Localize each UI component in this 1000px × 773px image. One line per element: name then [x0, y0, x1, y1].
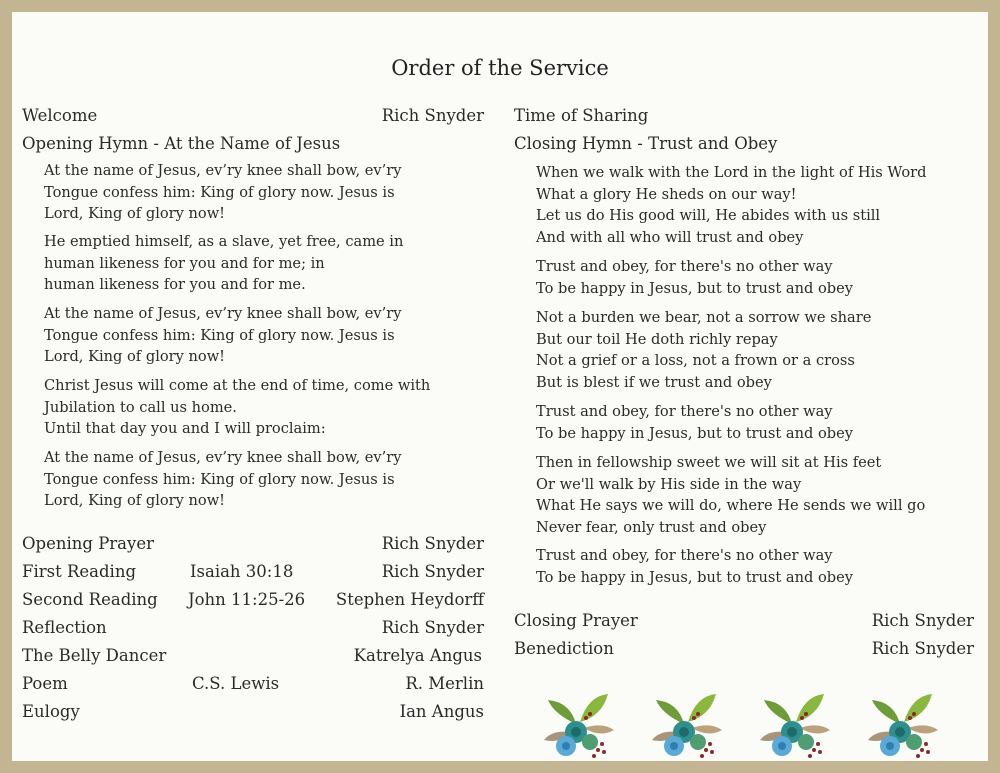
- program-person: Rich Snyder: [381, 534, 484, 553]
- opening-hymn-verse: [44, 231, 403, 296]
- program-label: The Belly Dancer: [22, 646, 167, 665]
- opening-hymn-verse: [44, 303, 402, 368]
- program-person: Rich Snyder: [381, 618, 484, 637]
- program-label: Opening Prayer: [22, 534, 154, 553]
- verse-line: At the name of Jesus, ev’ry knee shall bow, ev’ry: [44, 162, 402, 179]
- verse-line: At the name of Jesus, ev’ry knee shall bow, ev’ry: [44, 305, 402, 322]
- opening-hymn-title: Opening Hymn - At the Name of Jesus: [22, 134, 341, 153]
- page-title: Order of the Service: [391, 56, 609, 80]
- closing-hymn-verse: [536, 307, 871, 393]
- verse-line: What a glory He sheds on our way!: [536, 185, 797, 203]
- verse-line: At the name of Jesus, ev’ry knee shall bow, ev’ry: [44, 449, 402, 466]
- verse-line: Then in fellowship sweet we will sit at His feet: [536, 454, 882, 471]
- verse-line: human likeness for you and for me.: [44, 276, 306, 293]
- verse-line: Trust and obey, for there's no other way: [536, 403, 833, 420]
- verse-line: Tongue confess him: King of glory now. Jesus is: [44, 326, 395, 344]
- program-reference: C.S. Lewis: [192, 674, 280, 693]
- program-label: Time of Sharing: [514, 106, 649, 125]
- verse-line: To be happy in Jesus, but to trust and obey: [536, 424, 854, 442]
- closing-hymn-refrain: [536, 401, 853, 444]
- opening-hymn-verse: [44, 375, 430, 440]
- program-label: Second Reading: [22, 590, 158, 609]
- verse-line: But is blest if we trust and obey: [536, 373, 772, 391]
- program-person: R. Merlin: [405, 674, 484, 693]
- verse-line: Lord, King of glory now!: [44, 348, 226, 365]
- program-label: First Reading: [22, 562, 137, 581]
- verse-line: Or we'll walk by His side in the way: [536, 475, 802, 493]
- verse-line: To be happy in Jesus, but to trust and obey: [536, 568, 854, 586]
- opening-hymn-verse: [44, 160, 402, 225]
- flower-bouquet-icon: [540, 692, 620, 764]
- program-label: Welcome: [22, 106, 98, 125]
- verse-line: Not a grief or a loss, not a frown or a cross: [536, 352, 855, 369]
- program-person: Stephen Heydorff: [335, 590, 484, 609]
- verse-line: And with all who will trust and obey: [536, 228, 804, 246]
- program-person: Ian Angus: [399, 702, 484, 721]
- verse-line: Tongue confess him: King of glory now. Jesus is: [44, 470, 395, 488]
- closing-hymn-verse: [536, 162, 927, 248]
- verse-line: Christ Jesus will come at the end of time, come with: [44, 377, 431, 394]
- verse-line: What He says we will do, where He sends we will go: [536, 497, 926, 514]
- verse-line: human likeness for you and for me; in: [44, 254, 325, 272]
- verse-line: Never fear, only trust and obey: [536, 518, 767, 536]
- program-label: Poem: [22, 674, 68, 693]
- closing-hymn-refrain: [536, 545, 853, 588]
- closing-hymn-refrain: [536, 256, 853, 299]
- program-label: Reflection: [22, 618, 107, 637]
- verse-line: Not a burden we bear, not a sorrow we share: [536, 309, 872, 326]
- verse-line: Trust and obey, for there's no other way: [536, 258, 833, 275]
- program-label: Closing Prayer: [514, 611, 638, 630]
- program-person: Katrelya Angus: [353, 646, 482, 665]
- program-label: Eulogy: [22, 702, 80, 721]
- verse-line: Tongue confess him: King of glory now. Jesus is: [44, 183, 395, 201]
- flower-bouquet-icon: [756, 692, 836, 764]
- verse-line: When we walk with the Lord in the light of His Word: [536, 164, 927, 181]
- closing-hymn-title: Closing Hymn - Trust and Obey: [514, 134, 778, 153]
- program-person: Rich Snyder: [381, 106, 484, 125]
- flower-bouquet-icon: [864, 692, 944, 764]
- program-person: Rich Snyder: [381, 562, 484, 581]
- verse-line: To be happy in Jesus, but to trust and obey: [536, 279, 854, 297]
- verse-line: Trust and obey, for there's no other way: [536, 547, 833, 564]
- opening-hymn-verse: [44, 447, 402, 512]
- flower-bouquet-icon: [648, 692, 728, 764]
- verse-line: Lord, King of glory now!: [44, 205, 226, 222]
- program-reference: Isaiah 30:18: [190, 562, 294, 581]
- program-person: Rich Snyder: [871, 611, 974, 630]
- verse-line: He emptied himself, as a slave, yet free, came in: [44, 233, 404, 250]
- program-reference: John 11:25-26: [188, 590, 306, 609]
- program-person: Rich Snyder: [871, 639, 974, 658]
- verse-line: Let us do His good will, He abides with us still: [536, 207, 881, 224]
- verse-line: Until that day you and I will proclaim:: [44, 420, 326, 437]
- program-page: [12, 12, 988, 761]
- verse-line: Jubilation to call us home.: [44, 398, 237, 416]
- closing-hymn-verse: [536, 452, 925, 538]
- verse-line: Lord, King of glory now!: [44, 492, 226, 509]
- program-label: Benediction: [514, 639, 614, 658]
- verse-line: But our toil He doth richly repay: [536, 330, 778, 348]
